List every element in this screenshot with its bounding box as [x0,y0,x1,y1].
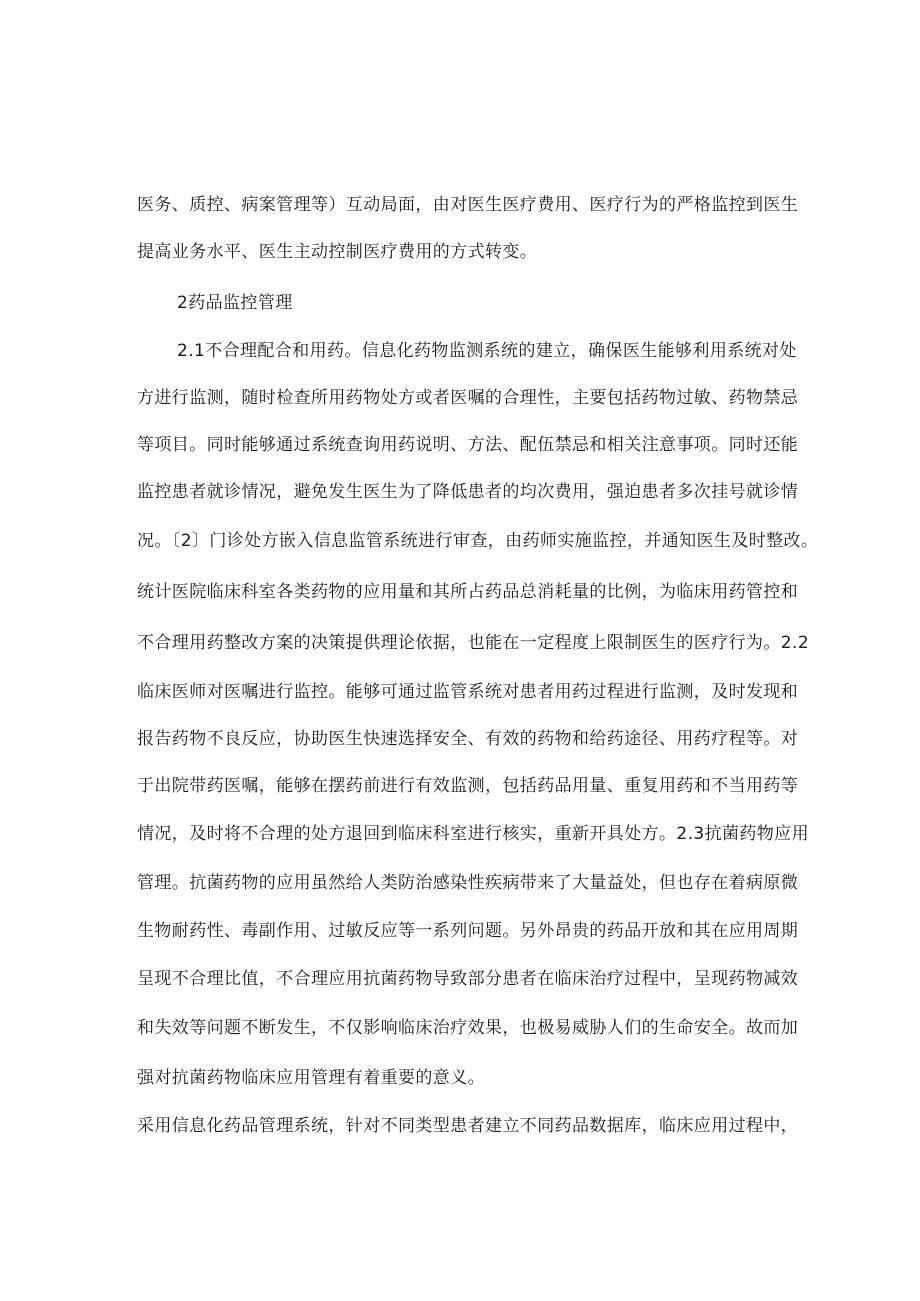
text-line: 方进行监测，随时检查所用药物处方或者医嘱的合理性，主要包括药物过敏、药物禁忌 [137,388,799,408]
text-line: 等项目。同时能够通过系统查询用药说明、方法、配伍禁忌和相关注意事项。同时还能 [137,435,799,455]
text-line: 临床医师对医嘱进行监控。能够可通过监管系统对患者用药过程进行监测，及时发现和 [137,682,799,702]
text-line: 管理。抗菌药物的应用虽然给人类防治感染性疾病带来了大量益处，但也存在着病原微 [137,873,799,893]
section-heading: 2药品监控管理 [177,293,293,313]
text-line: 医务、质控、病案管理等）互动局面，由对医生医疗费用、医疗行为的严格监控到医生 [137,195,799,215]
text-line: 统计医院临床科室各类药物的应用量和其所占药品总消耗量的比例，为临床用药管控和 [137,582,799,602]
text-line: 报告药物不良反应，协助医生快速选择安全、有效的药物和给药途径、用药疗程等。对 [137,729,799,749]
text-line: 况。〔2〕门诊处方嵌入信息监管系统进行审查，由药师实施监控，并通知医生及时整改。 [137,531,819,551]
text-line: 强对抗菌药物临床应用管理有着重要的意义。 [137,1068,485,1088]
text-line: 和失效等问题不断发生，不仅影响临床治疗效果，也极易威胁人们的生命安全。故而加 [137,1018,799,1038]
text-line: 于出院带药医嘱，能够在摆药前进行有效监测，包括药品用量、重复用药和不当用药等 [137,776,799,796]
text-line: 监控患者就诊情况，避免发生医生为了降低患者的均次费用，强迫患者多次挂号就诊情 [137,482,799,502]
text-line: 生物耐药性、毒副作用、过敏反应等一系列问题。另外昂贵的药品开放和其在应用周期 [137,921,799,941]
text-line: 提高业务水平、医生主动控制医疗费用的方式转变。 [137,242,538,262]
text-line: 采用信息化药品管理系统，针对不同类型患者建立不同药品数据库，临床应用过程中， [137,1116,799,1136]
text-line: 2.1不合理配合和用药。信息化药物监测系统的建立，确保医生能够利用系统对处 [177,341,797,361]
text-line: 情况，及时将不合理的处方退回到临床科室进行核实，重新开具处方。2.3抗菌药物应用 [137,824,810,844]
text-line: 不合理用药整改方案的决策提供理论依据，也能在一定程度上限制医生的医疗行为。2.2 [137,633,810,653]
text-line: 呈现不合理比值，不合理应用抗菌药物导致部分患者在临床治疗过程中，呈现药物减效 [137,969,799,989]
